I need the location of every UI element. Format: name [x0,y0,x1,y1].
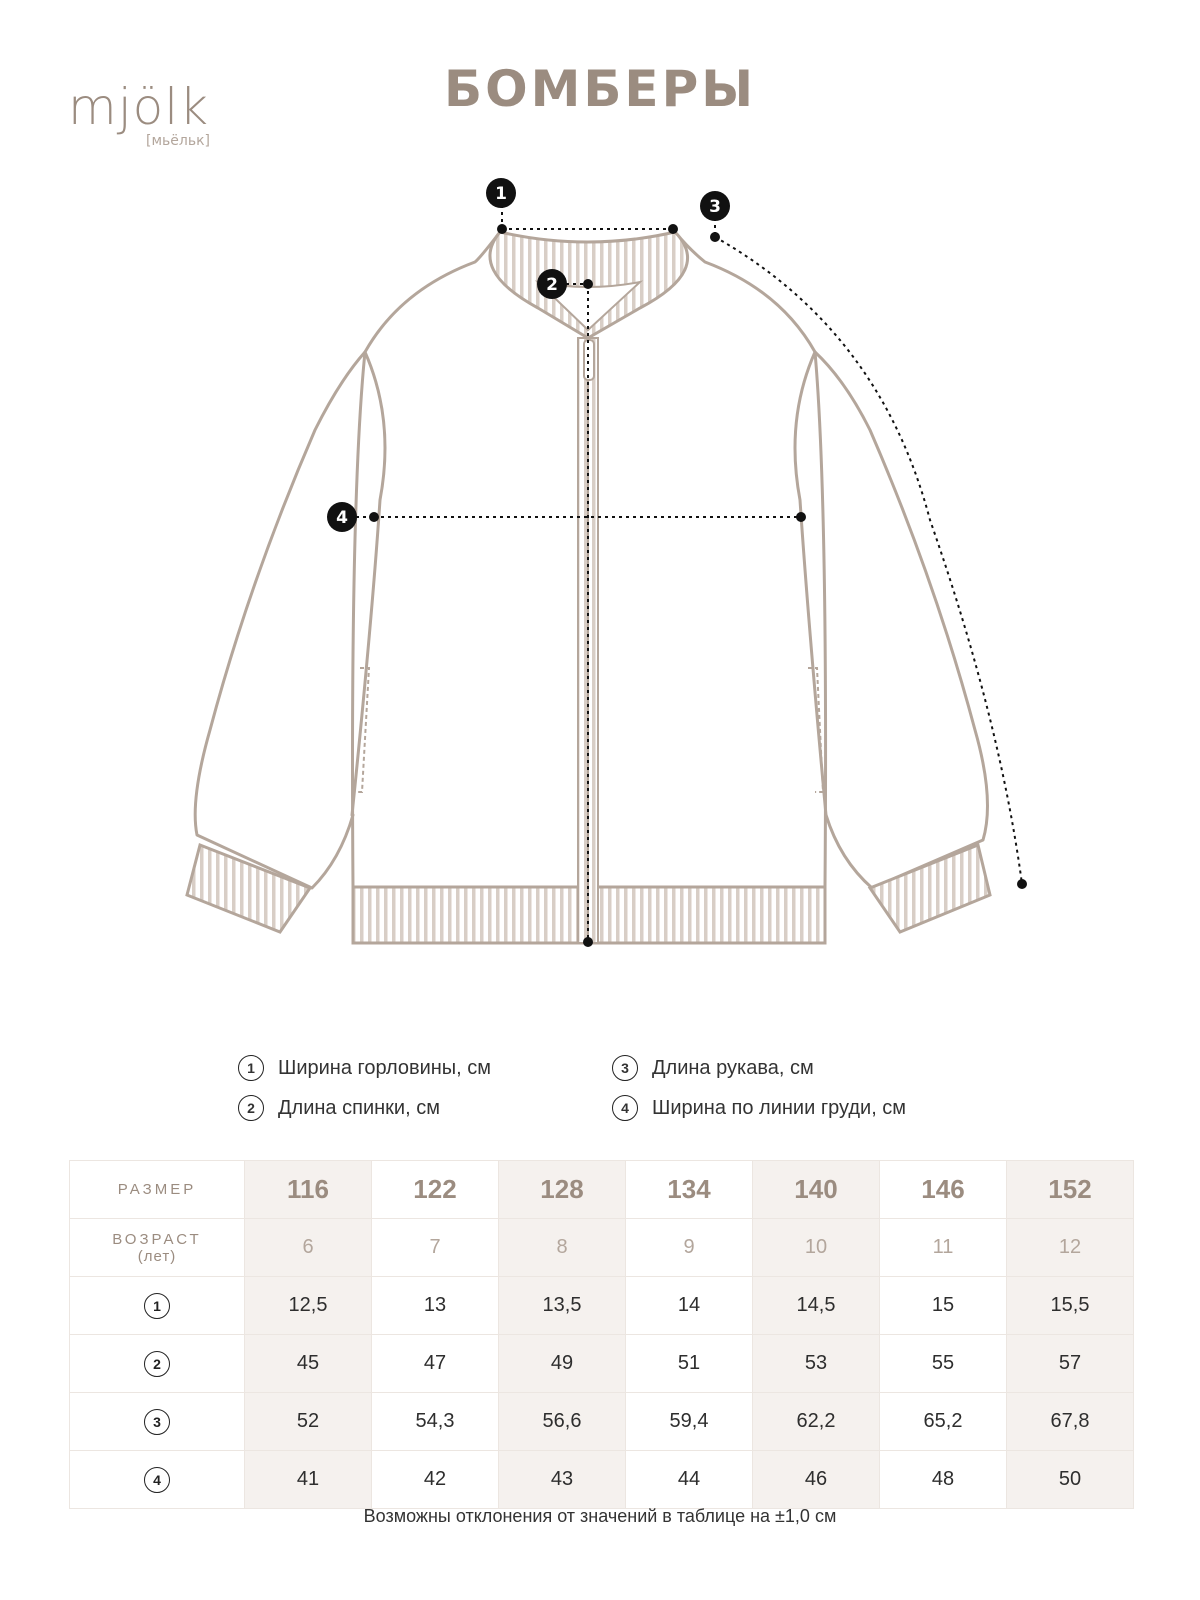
legend-item-chest-width [612,1095,906,1121]
size-cell: 152 [1007,1161,1134,1219]
value-cell: 57 [1007,1335,1134,1393]
value-cell: 53 [753,1335,880,1393]
row-number-2: 2 [144,1351,170,1377]
marker-2 [537,269,567,299]
row-number-1: 1 [144,1293,170,1319]
value-cell: 45 [245,1335,372,1393]
value-cell: 49 [499,1335,626,1393]
measurement-legend [238,1055,998,1145]
age-unit: (лет) [137,1247,177,1265]
table-row-chest-width [70,1451,1134,1509]
age-label: ВОЗРАСТ [112,1230,202,1248]
value-cell: 15,5 [1007,1277,1134,1335]
legend-number-4: 4 [612,1095,638,1121]
legend-number-1: 1 [238,1055,264,1081]
page-title: БОМБЕРЫ [443,60,757,118]
legend-label: Длина спинки, см [278,1096,440,1119]
left-sleeve-inner [352,352,385,815]
value-cell: 48 [880,1451,1007,1509]
size-table [69,1160,1134,1509]
marker-4 [327,502,357,532]
value-cell: 62,2 [753,1393,880,1451]
value-cell: 14 [626,1277,753,1335]
measure-line-sleeve [715,237,1022,884]
row-marker-cell [70,1451,245,1509]
value-cell: 55 [880,1335,1007,1393]
left-sleeve-outline [195,352,365,888]
svg-text:3: 3 [709,197,721,217]
logo-wordmark: mjölk [68,78,210,136]
value-cell: 59,4 [626,1393,753,1451]
size-cell: 122 [372,1161,499,1219]
table-row-neck-width [70,1277,1134,1335]
value-cell: 42 [372,1451,499,1509]
size-cell: 128 [499,1161,626,1219]
table-row-back-length [70,1335,1134,1393]
size-cell: 134 [626,1161,753,1219]
table-row-ages [70,1219,1134,1277]
value-cell: 65,2 [880,1393,1007,1451]
size-cell: 116 [245,1161,372,1219]
value-cell: 43 [499,1451,626,1509]
legend-label: Ширина горловины, см [278,1056,492,1079]
legend-number-2: 2 [238,1095,264,1121]
row-number-4: 4 [144,1467,170,1493]
age-cell: 6 [245,1219,372,1277]
size-cell: 146 [880,1161,1007,1219]
value-cell: 67,8 [1007,1393,1134,1451]
value-cell: 51 [626,1335,753,1393]
age-cell: 7 [372,1219,499,1277]
bomber-jacket-diagram [0,160,1200,1000]
age-cell: 10 [753,1219,880,1277]
zipper-pull [584,340,594,380]
table-row-sleeve-length [70,1393,1134,1451]
value-cell: 15 [880,1277,1007,1335]
value-cell: 52 [245,1393,372,1451]
legend-item-neck-width [238,1055,491,1081]
value-cell: 56,6 [499,1393,626,1451]
value-cell: 13 [372,1277,499,1335]
value-cell: 46 [753,1451,880,1509]
table-row-sizes [70,1161,1134,1219]
value-cell: 54,3 [372,1393,499,1451]
svg-text:2: 2 [546,275,558,295]
svg-text:4: 4 [336,508,348,528]
age-cell: 8 [499,1219,626,1277]
legend-item-back-length [238,1095,440,1121]
legend-label: Ширина по линии груди, см [652,1096,907,1119]
row-marker-cell [70,1277,245,1335]
logo-transliteration: [мьёльк] [146,133,211,149]
value-cell: 47 [372,1335,499,1393]
value-cell: 44 [626,1451,753,1509]
marker-3 [700,191,730,221]
right-cuff-rib [870,845,990,932]
tolerance-note: Возможны отклонения от значений в таблице на ±1,0 см [363,1506,837,1526]
age-cell: 9 [626,1219,753,1277]
marker-1 [486,178,516,208]
size-header: РАЗМЕР [70,1161,245,1219]
row-marker-cell [70,1335,245,1393]
legend-item-sleeve-length [612,1055,814,1081]
size-cell: 140 [753,1161,880,1219]
legend-number-3: 3 [612,1055,638,1081]
right-sleeve-outline [815,352,988,888]
row-marker-cell [70,1393,245,1451]
value-cell: 50 [1007,1451,1134,1509]
value-cell: 13,5 [499,1277,626,1335]
value-cell: 12,5 [245,1277,372,1335]
age-cell: 11 [880,1219,1007,1277]
value-cell: 41 [245,1451,372,1509]
age-cell: 12 [1007,1219,1134,1277]
age-header [70,1219,245,1277]
row-number-3: 3 [144,1409,170,1435]
value-cell: 14,5 [753,1277,880,1335]
svg-text:1: 1 [495,184,507,204]
legend-label: Длина рукава, см [652,1056,814,1079]
